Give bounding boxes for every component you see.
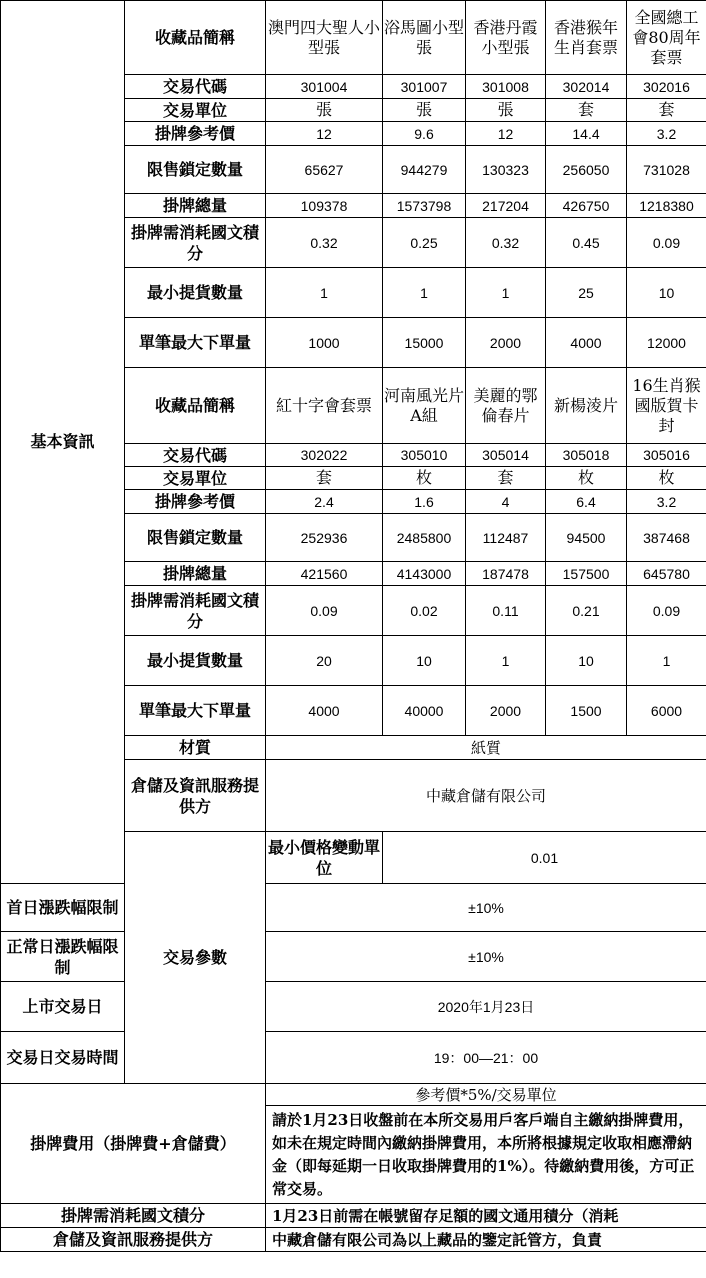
data-cell: 130323 (466, 146, 546, 194)
trading-row (1, 884, 706, 932)
data-cell: 張 (266, 99, 383, 122)
row-label: 限售鎖定數量 (125, 514, 266, 562)
row-label: 交易單位 (125, 99, 266, 122)
block1-base-row (1, 1, 706, 75)
data-cell: 1218380 (627, 194, 706, 218)
data-cell: 421560 (266, 562, 383, 586)
fee-label: 掛牌費用（掛牌費+倉儲費） (1, 1084, 266, 1204)
collectible-name: 浴馬圖小型張 (383, 1, 466, 75)
row-label: 交易單位 (125, 467, 266, 490)
section-basic-info: 基本資訊 (1, 1, 125, 884)
row-label: 掛牌總量 (125, 194, 266, 218)
fee-note: 請於1月23日收盤前在本所交易用戶客戶端自主繳納掛牌費用，如未在規定時間內繳納掛牌費用，本所將根據規定收取相應滯納金（即每延期一日收取掛牌費用的1%）。待繳納費用後，方可正常交易。 (266, 1106, 706, 1204)
provider-label: 倉儲及資訊服務提供方 (1, 1228, 266, 1252)
data-cell: 94500 (546, 514, 627, 562)
data-cell: 305014 (466, 444, 546, 467)
storage-label: 倉儲及資訊服務提供方 (125, 760, 266, 832)
data-cell: 2.4 (266, 490, 383, 514)
collectible-name: 香港猴年生肖套票 (546, 1, 627, 75)
data-cell: 套 (627, 99, 706, 122)
data-cell: 0.09 (627, 586, 706, 636)
data-cell: 枚 (627, 467, 706, 490)
data-cell: 112487 (466, 514, 546, 562)
collectible-name: 全國總工會80周年套票 (627, 1, 706, 75)
trading-value: 2020年1月23日 (266, 982, 706, 1032)
data-cell: 187478 (466, 562, 546, 586)
data-cell: 302022 (266, 444, 383, 467)
row-label: 掛牌需消耗國文積分 (125, 218, 266, 268)
data-cell: 1.6 (383, 490, 466, 514)
row-label: 收藏品簡稱 (125, 1, 266, 75)
provider-value: 中藏倉儲有限公司為以上藏品的鑒定託管方，負責 (266, 1228, 706, 1252)
collectible-name: 香港丹霞小型張 (466, 1, 546, 75)
row-label: 交易代碼 (125, 75, 266, 99)
data-cell: 252936 (266, 514, 383, 562)
data-cell: 426750 (546, 194, 627, 218)
row-label: 掛牌需消耗國文積分 (125, 586, 266, 636)
row-label: 掛牌參考價 (125, 490, 266, 514)
data-cell: 0.21 (546, 586, 627, 636)
row-label: 單筆最大下單量 (125, 318, 266, 368)
data-cell: 1 (383, 268, 466, 318)
data-cell: 645780 (627, 562, 706, 586)
trading-label: 上市交易日 (1, 982, 125, 1032)
data-cell: 1000 (266, 318, 383, 368)
points-label: 掛牌需消耗國文積分 (1, 1204, 266, 1228)
data-cell: 20 (266, 636, 383, 686)
data-cell: 305010 (383, 444, 466, 467)
material-value: 紙質 (266, 736, 706, 760)
data-cell: 301004 (266, 75, 383, 99)
data-cell: 40000 (383, 686, 466, 736)
trading-value: 19：00—21：00 (266, 1032, 706, 1084)
data-cell: 0.32 (266, 218, 383, 268)
trading-label: 最小價格變動單位 (266, 832, 383, 884)
data-cell: 12000 (627, 318, 706, 368)
data-cell: 25 (546, 268, 627, 318)
trading-row (1, 932, 706, 982)
trading-row (1, 1032, 706, 1084)
data-cell: 4 (466, 490, 546, 514)
data-cell: 套 (546, 99, 627, 122)
data-cell: 枚 (546, 467, 627, 490)
data-cell: 張 (466, 99, 546, 122)
collectible-name: 美麗的鄂倫春片 (466, 368, 546, 444)
row-label: 最小提貨數量 (125, 268, 266, 318)
data-cell: 109378 (266, 194, 383, 218)
trading-label: 正常日漲跌幅限制 (1, 932, 125, 982)
data-cell: 1 (266, 268, 383, 318)
data-cell: 731028 (627, 146, 706, 194)
data-cell: 0.45 (546, 218, 627, 268)
section-trading: 交易參數 (125, 832, 266, 1084)
data-cell: 1 (627, 636, 706, 686)
row-label: 掛牌參考價 (125, 122, 266, 146)
data-cell: 2485800 (383, 514, 466, 562)
data-cell: 2000 (466, 318, 546, 368)
points-row (1, 1204, 706, 1228)
collectible-name: 河南風光片A組 (383, 368, 466, 444)
collectible-name: 紅十字會套票 (266, 368, 383, 444)
data-cell: 14.4 (546, 122, 627, 146)
data-cell: 305016 (627, 444, 706, 467)
data-cell: 0.02 (383, 586, 466, 636)
data-cell: 枚 (383, 467, 466, 490)
data-cell: 張 (383, 99, 466, 122)
data-cell: 6000 (627, 686, 706, 736)
collectible-name: 16生肖猴國版賀卡封 (627, 368, 706, 444)
data-cell: 9.6 (383, 122, 466, 146)
data-cell: 4000 (266, 686, 383, 736)
row-label: 單筆最大下單量 (125, 686, 266, 736)
data-cell: 301007 (383, 75, 466, 99)
data-cell: 305018 (546, 444, 627, 467)
data-cell: 套 (266, 467, 383, 490)
data-cell: 1500 (546, 686, 627, 736)
data-cell: 256050 (546, 146, 627, 194)
row-label: 掛牌總量 (125, 562, 266, 586)
trading-row (1, 982, 706, 1032)
trading-value: 0.01 (383, 832, 706, 884)
trading-label: 交易日交易時間 (1, 1032, 125, 1084)
data-cell: 944279 (383, 146, 466, 194)
data-cell: 10 (627, 268, 706, 318)
data-cell: 套 (466, 467, 546, 490)
storage-value: 中藏倉儲有限公司 (266, 760, 706, 832)
row-label: 收藏品簡稱 (125, 368, 266, 444)
data-cell: 157500 (546, 562, 627, 586)
data-cell: 6.4 (546, 490, 627, 514)
data-cell: 2000 (466, 686, 546, 736)
data-cell: 301008 (466, 75, 546, 99)
data-cell: 302014 (546, 75, 627, 99)
trading-value: ±10% (266, 884, 706, 932)
data-cell: 0.09 (266, 586, 383, 636)
data-cell: 1 (466, 268, 546, 318)
provider-row (1, 1228, 706, 1252)
row-label: 最小提貨數量 (125, 636, 266, 686)
collectible-name: 澳門四大聖人小型張 (266, 1, 383, 75)
data-cell: 1 (466, 636, 546, 686)
row-label: 限售鎖定數量 (125, 146, 266, 194)
material-label: 材質 (125, 736, 266, 760)
data-cell: 0.25 (383, 218, 466, 268)
fee-formula: 參考價*5%/交易單位 (266, 1084, 706, 1106)
data-cell: 10 (383, 636, 466, 686)
data-cell: 65627 (266, 146, 383, 194)
data-cell: 12 (466, 122, 546, 146)
data-cell: 1573798 (383, 194, 466, 218)
trading-value: ±10% (266, 932, 706, 982)
data-cell: 217204 (466, 194, 546, 218)
data-cell: 15000 (383, 318, 466, 368)
fee-formula-row (1, 1084, 706, 1106)
data-cell: 3.2 (627, 490, 706, 514)
data-cell: 12 (266, 122, 383, 146)
data-cell: 302016 (627, 75, 706, 99)
data-cell: 0.32 (466, 218, 546, 268)
data-cell: 0.09 (627, 218, 706, 268)
data-cell: 10 (546, 636, 627, 686)
collectible-name: 新楊淩片 (546, 368, 627, 444)
trading-label: 首日漲跌幅限制 (1, 884, 125, 932)
row-label: 交易代碼 (125, 444, 266, 467)
data-cell: 4143000 (383, 562, 466, 586)
data-cell: 0.11 (466, 586, 546, 636)
data-cell: 4000 (546, 318, 627, 368)
data-cell: 3.2 (627, 122, 706, 146)
data-cell: 387468 (627, 514, 706, 562)
points-value: 1月23日前需在帳號留存足額的國文通用積分（消耗 (266, 1204, 706, 1228)
